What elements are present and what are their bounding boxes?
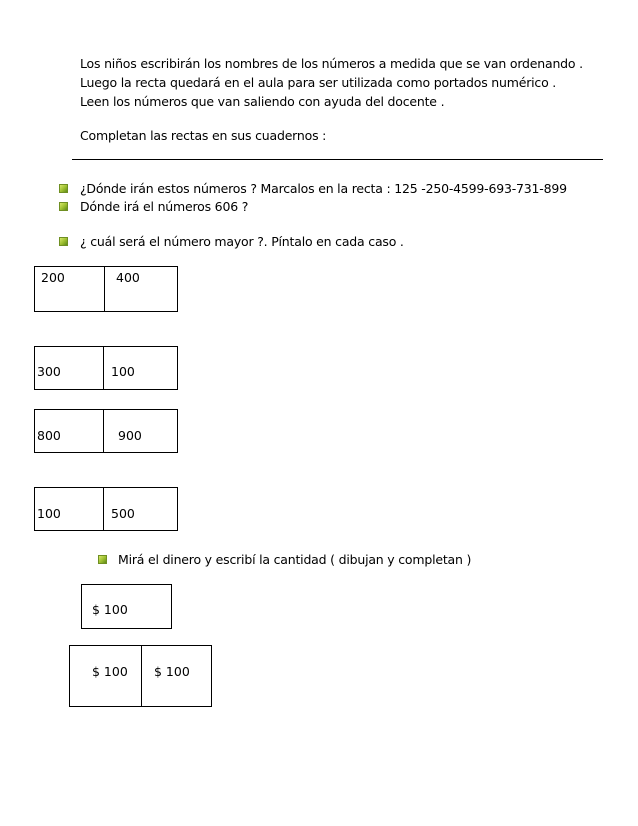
number-pair-box-2 xyxy=(34,346,178,390)
intro-line-3: Leen los números que van saliendo con ayuda del docente . xyxy=(80,94,445,109)
square-bullet-icon xyxy=(98,555,107,564)
pair-4-b: 500 xyxy=(111,506,135,521)
bullet-text-3: ¿ cuál será el número mayor ?. Píntalo en cada caso . xyxy=(80,234,404,249)
bullet-text-2: Dónde irá el números 606 ? xyxy=(80,199,249,214)
pair-3-b: 900 xyxy=(118,428,142,443)
pair-2-b: 100 xyxy=(111,364,135,379)
number-pair-box-4 xyxy=(34,487,178,531)
pair-2-a: 300 xyxy=(37,364,61,379)
box-divider xyxy=(141,646,142,706)
pair-1-a: 200 xyxy=(41,270,65,285)
pair-1-b: 400 xyxy=(116,270,140,285)
box-divider xyxy=(103,410,104,452)
money-double-amount-2: $ 100 xyxy=(154,664,190,679)
number-pair-box-1 xyxy=(34,266,178,312)
pair-3-a: 800 xyxy=(37,428,61,443)
pair-4-a: 100 xyxy=(37,506,61,521)
money-double-amount-1: $ 100 xyxy=(92,664,128,679)
horizontal-rule xyxy=(72,159,603,160)
box-divider xyxy=(103,347,104,389)
money-box-double xyxy=(69,645,212,707)
money-box-single xyxy=(81,584,172,629)
box-divider xyxy=(104,267,105,311)
intro-line-4: Completan las rectas en sus cuadernos : xyxy=(80,128,327,143)
bullet-text-1: ¿Dónde irán estos números ? Marcalos en la recta : 125 -250-4599-693-731-899 xyxy=(80,181,567,196)
square-bullet-icon xyxy=(59,184,68,193)
square-bullet-icon xyxy=(59,237,68,246)
bullet-text-4: Mirá el dinero y escribí la cantidad ( dibujan y completan ) xyxy=(118,552,472,567)
square-bullet-icon xyxy=(59,202,68,211)
intro-line-1: Los niños escribirán los nombres de los números a medida que se van ordenando . xyxy=(80,56,583,71)
money-single-amount: $ 100 xyxy=(92,602,128,617)
number-pair-box-3 xyxy=(34,409,178,453)
intro-line-2: Luego la recta quedará en el aula para ser utilizada como portados numérico . xyxy=(80,75,557,90)
box-divider xyxy=(103,488,104,530)
